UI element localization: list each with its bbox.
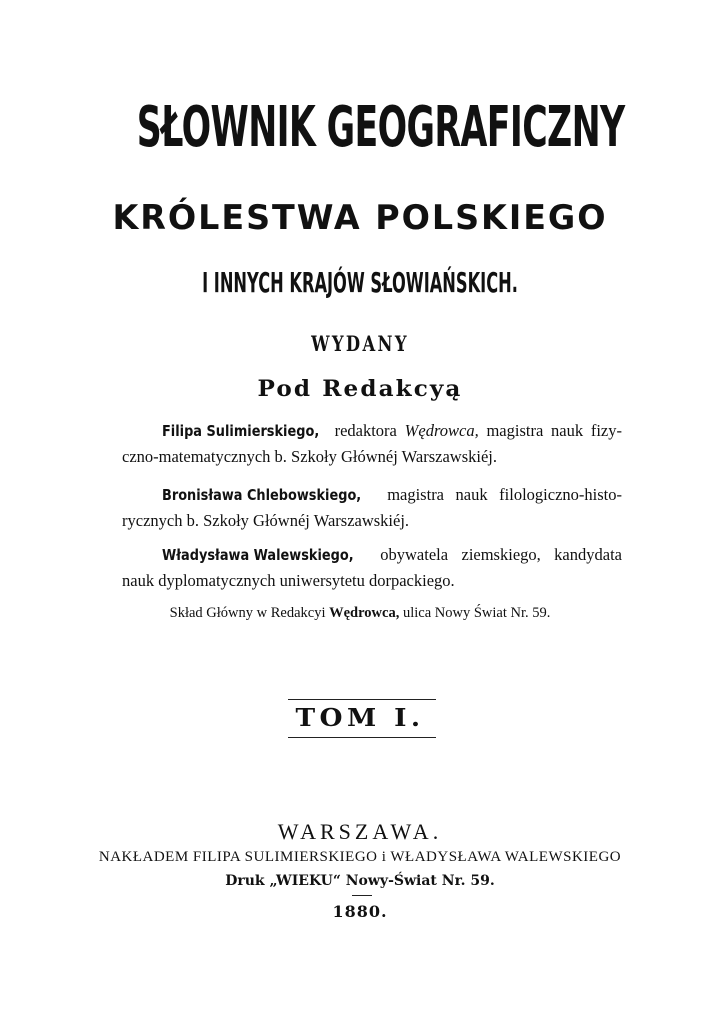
subtitle-kingdom: KRÓLESTWA POLSKIEGO	[112, 198, 608, 238]
editor-entry-chlebowski	[122, 482, 622, 534]
printer-line: Druk „WIEKU“ Nowy-Świat Nr. 59.	[225, 873, 495, 889]
volume-bottom-rule	[288, 737, 436, 738]
small-divider	[352, 895, 372, 896]
published-label: WYDANY	[311, 331, 409, 356]
editor-name: Bronisława Chlebowskiego,	[162, 486, 362, 504]
city: WARSZAWA.	[277, 819, 443, 844]
editor-description: obywatela ziemskiego, kandydata nauk dyplomatycznych uniwersytetu dorpackiego.	[122, 545, 622, 590]
volume-top-rule	[288, 699, 436, 700]
volume-number: TOM I.	[295, 703, 425, 732]
editor-entry-walewski	[122, 542, 622, 594]
editor-name: Filipa Sulimierskiego,	[162, 422, 320, 440]
journal-title: Wędrowca,	[404, 421, 479, 440]
publisher-line: NAKŁADEM FILIPA SULIMIERSKIEGO i WŁADYSŁAWA WALEWSKIEGO	[98, 849, 622, 865]
main-title: SŁOWNIK GEOGRAFICZNY	[136, 95, 625, 160]
subtitle-other-lands: I INNYCH KRAJÓW SŁOWIAŃSKICH.	[202, 266, 518, 299]
editorship-label: Pod Redakcyą	[257, 376, 463, 402]
editor-description: redaktora	[326, 421, 405, 440]
editor-description: magistra nauk fizy-czno-matematycznych b. Szkoły Głównéj Warszawskiéj.	[122, 421, 622, 466]
editor-description: magistra nauk filologiczno-histo-rycznych b. Szkoły Głównéj Warszawskiéj.	[122, 485, 622, 530]
depot-line: Skład Główny w Redakcyi Wędrowca, ulica Nowy Świat Nr. 59.	[169, 605, 551, 621]
publication-year: 1880.	[332, 902, 388, 921]
editor-entry-sulimierski	[122, 418, 622, 470]
editor-name: Władysława Walewskiego,	[162, 546, 354, 564]
